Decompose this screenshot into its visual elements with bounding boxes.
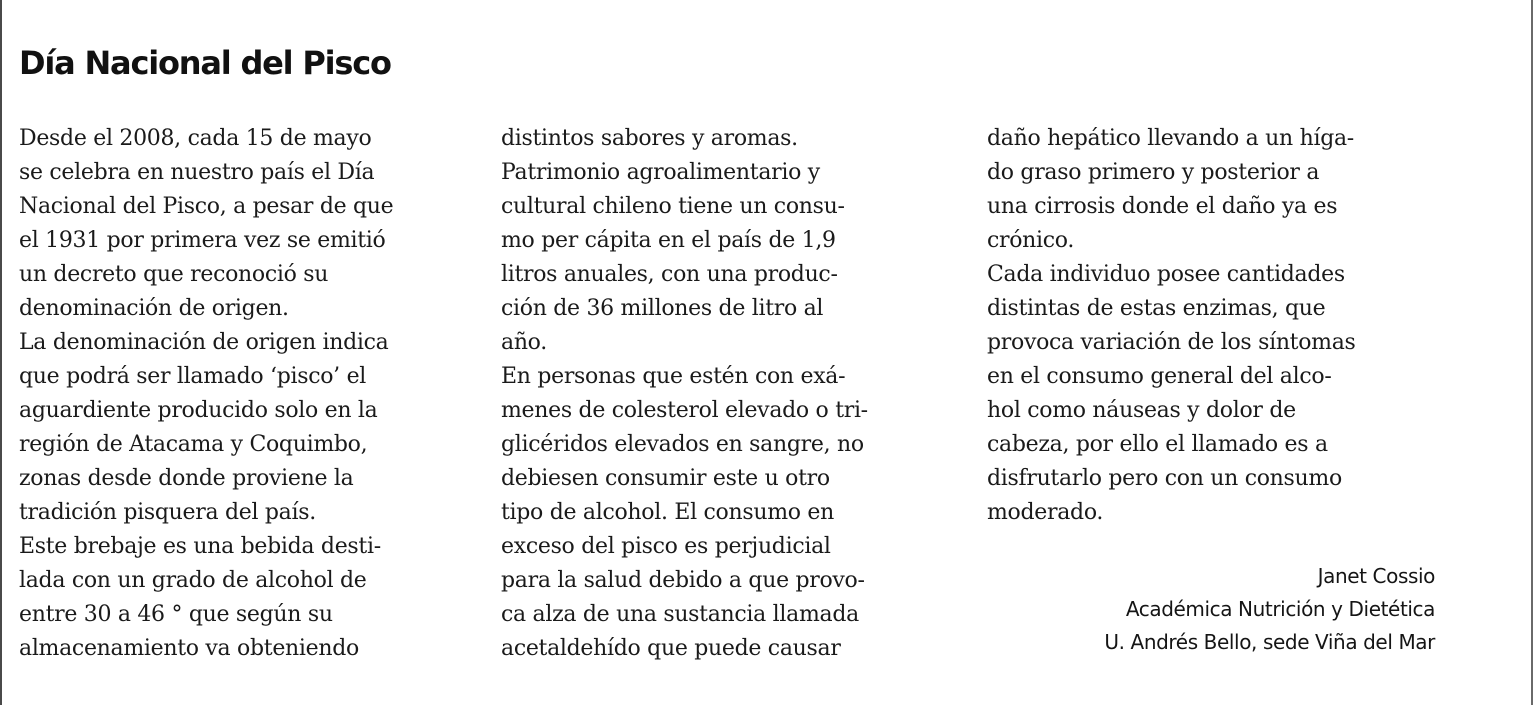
article-text-line: cabeza, por ello el llamado es a bbox=[987, 432, 1328, 457]
article-text-line: Desde el 2008, cada 15 de mayo bbox=[19, 126, 372, 151]
article-text-line: menes de colesterol elevado o tri- bbox=[501, 398, 868, 423]
author-signature bbox=[1104, 560, 1435, 659]
article-text-line: glicéridos elevados en sangre, no bbox=[501, 432, 864, 457]
article-text-line: Patrimonio agroalimentario y bbox=[501, 160, 820, 185]
article-text-line: distintas de estas enzimas, que bbox=[987, 296, 1326, 321]
article-text-line: almacenamiento va obteniendo bbox=[19, 636, 359, 661]
article-text-line: que podrá ser llamado ‘pisco’ el bbox=[19, 364, 367, 389]
article-text-line: acetaldehído que puede causar bbox=[501, 636, 841, 661]
article-text-line: ción de 36 millones de litro al bbox=[501, 296, 824, 321]
article-text-line: distintos sabores y aromas. bbox=[501, 126, 798, 151]
article-text-line: denominación de origen. bbox=[19, 296, 289, 321]
article-text-line: crónico. bbox=[987, 228, 1075, 253]
article-column-2 bbox=[501, 122, 971, 666]
article-text-line: lada con un grado de alcohol de bbox=[19, 568, 367, 593]
article-text-line: para la salud debido a que provo- bbox=[501, 568, 865, 593]
article-text-line: una cirrosis donde el daño ya es bbox=[987, 194, 1338, 219]
article-text-line: do graso primero y posterior a bbox=[987, 160, 1320, 185]
article-text-line: En personas que estén con exá- bbox=[501, 364, 846, 389]
article-text-line: debiesen consumir este u otro bbox=[501, 466, 830, 491]
article-text-line: ca alza de una sustancia llamada bbox=[501, 602, 859, 627]
article-text-line: el 1931 por primera vez se emitió bbox=[19, 228, 386, 253]
article-text-line: un decreto que reconoció su bbox=[19, 262, 329, 287]
article-text-line: entre 30 a 46 ° que según su bbox=[19, 602, 333, 627]
article-text-line: Cada individuo posee cantidades bbox=[987, 262, 1345, 287]
article-text-line: mo per cápita en el país de 1,9 bbox=[501, 228, 836, 253]
author-name: Janet Cossio bbox=[1317, 564, 1435, 588]
author-affiliation: U. Andrés Bello, sede Viña del Mar bbox=[1104, 630, 1435, 654]
article-column-1 bbox=[19, 122, 489, 666]
article-text-line: daño hepático llevando a un híga- bbox=[987, 126, 1354, 151]
article-text-line: moderado. bbox=[987, 500, 1104, 525]
article-text-line: Nacional del Pisco, a pesar de que bbox=[19, 194, 394, 219]
article-text-line: tipo de alcohol. El consumo en bbox=[501, 500, 835, 525]
author-title: Académica Nutrición y Dietética bbox=[1125, 597, 1435, 621]
article-text-line: región de Atacama y Coquimbo, bbox=[19, 432, 368, 457]
article-text-line: cultural chileno tiene un consu- bbox=[501, 194, 845, 219]
article-column-3 bbox=[987, 122, 1457, 530]
article-text-line: litros anuales, con una produc- bbox=[501, 262, 838, 287]
clipping-right-border bbox=[1531, 0, 1533, 705]
article-text-line: exceso del pisco es perjudicial bbox=[501, 534, 831, 559]
article-text-line: Este brebaje es una bebida desti- bbox=[19, 534, 381, 559]
article-text-line: aguardiente producido solo en la bbox=[19, 398, 378, 423]
article-text-line: provoca variación de los síntomas bbox=[987, 330, 1356, 355]
clipping-left-border bbox=[0, 0, 2, 705]
article-text-line: tradición pisquera del país. bbox=[19, 500, 316, 525]
article-text-line: año. bbox=[501, 330, 547, 355]
article-text-line: en el consumo general del alco- bbox=[987, 364, 1332, 389]
article-text-line: La denominación de origen indica bbox=[19, 330, 389, 355]
article-headline: Día Nacional del Pisco bbox=[19, 44, 391, 82]
article-text-line: se celebra en nuestro país el Día bbox=[19, 160, 375, 185]
article-text-line: zonas desde donde proviene la bbox=[19, 466, 354, 491]
article-text-line: disfrutarlo pero con un consumo bbox=[987, 466, 1342, 491]
article-text-line: hol como náuseas y dolor de bbox=[987, 398, 1296, 423]
